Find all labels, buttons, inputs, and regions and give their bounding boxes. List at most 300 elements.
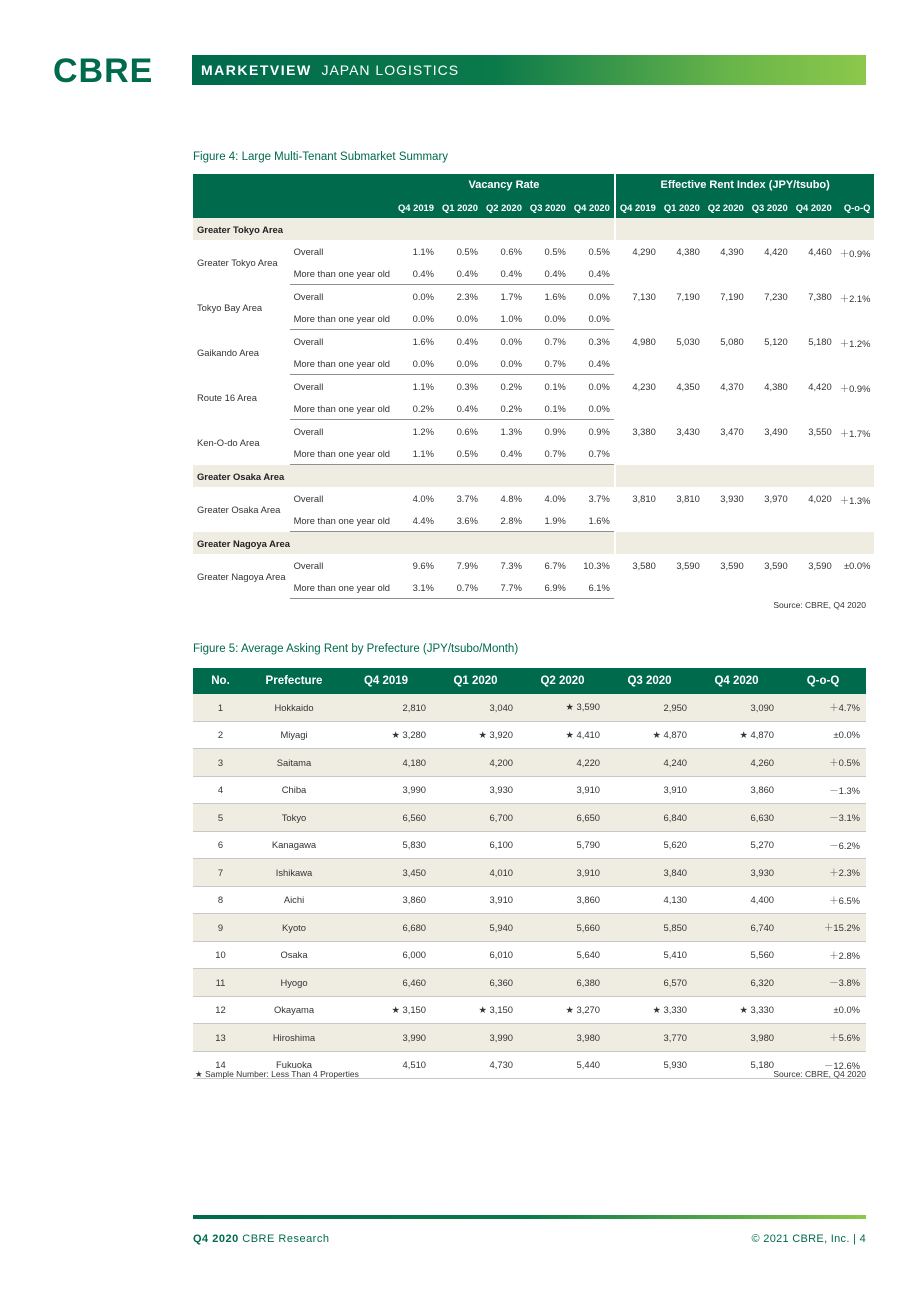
rent-value: 5,560 (693, 941, 780, 969)
row-number: 14 (193, 1051, 248, 1079)
row-number: 7 (193, 859, 248, 887)
rent-value: ＋6.5% (780, 886, 866, 914)
rent-value: 7,380 (808, 290, 832, 302)
figure4-source: Source: CBRE, Q4 2020 (773, 600, 866, 610)
area-row-overall (193, 240, 874, 262)
rent-value: 6,560 (340, 804, 432, 832)
rent-value: 4,350 (676, 380, 700, 392)
rent-value: 4,260 (693, 749, 780, 777)
rent-value: 3,580 (615, 554, 660, 599)
col-header: Q4 2019 (340, 668, 432, 694)
rent-value: 3,770 (606, 1024, 693, 1052)
row-number: 12 (193, 996, 248, 1024)
rent-value: 4,010 (432, 859, 519, 887)
header-title: JAPAN LOGISTICS (321, 62, 460, 78)
area-row-overall (193, 330, 874, 353)
vacancy-col-header: Q2 2020 (482, 196, 526, 218)
vacancy-value: 0.7% (570, 442, 615, 465)
area-name: Tokyo Bay Area (197, 301, 263, 313)
vacancy-value: 0.0% (394, 352, 438, 375)
vacancy-value: 0.1% (526, 397, 570, 420)
rent-value: 3,860 (519, 886, 606, 914)
rent-value: ＋0.9% (839, 382, 871, 394)
rent-value: 4,380 (764, 380, 788, 392)
vacancy-value: 0.7% (544, 335, 566, 347)
prefecture-name: Fukuoka (248, 1051, 340, 1079)
rent-value: 3,380 (615, 420, 660, 465)
rent-value: 4,400 (693, 886, 780, 914)
vacancy-value: 0.4% (482, 442, 526, 465)
vacancy-value: 0.0% (570, 397, 615, 420)
rent-value: 4,390 (720, 246, 744, 257)
row-number: 6 (193, 831, 248, 859)
rent-value: 6,700 (432, 804, 519, 832)
vacancy-value: 0.0% (482, 352, 526, 375)
vacancy-value: 0.5% (544, 245, 566, 257)
rent-value: 5,080 (720, 335, 744, 347)
vacancy-value: 1.1% (412, 380, 434, 392)
rent-value: ★ 4,410 (519, 721, 606, 749)
rent-value: 4,240 (606, 749, 693, 777)
rent-value: －1.3% (780, 776, 866, 804)
vacancy-value: 0.9% (588, 425, 610, 437)
row-type-overall: Overall (293, 380, 324, 392)
rent-value: 4,420 (764, 246, 788, 257)
rent-value: 3,470 (720, 425, 744, 437)
row-type-overall: Overall (293, 290, 324, 302)
rent-value: 7,130 (615, 285, 660, 330)
col-header: Q4 2020 (693, 668, 780, 694)
rent-value: 4,460 (808, 246, 832, 257)
vacancy-value: 0.6% (456, 425, 478, 437)
rent-value: 3,430 (676, 425, 700, 437)
row-number: 10 (193, 941, 248, 969)
row-type-overall: Overall (293, 425, 324, 437)
rent-value: 3,910 (519, 859, 606, 887)
rent-col-header: Q4 2019 (615, 196, 660, 218)
vacancy-value: 0.0% (438, 307, 482, 330)
vacancy-value: 0.5% (438, 442, 482, 465)
prefecture-name: Saitama (248, 749, 340, 777)
vacancy-value: 1.2% (412, 425, 434, 437)
rent-value: 6,680 (340, 914, 432, 942)
rent-value: ＋0.5% (780, 749, 866, 777)
row-number: 3 (193, 749, 248, 777)
rent-value: 3,040 (432, 694, 519, 721)
vacancy-value: 0.7% (438, 576, 482, 599)
region-row (193, 465, 874, 488)
rent-value: ＋0.9% (839, 248, 871, 259)
area-name: Gaikando Area (197, 346, 260, 358)
vacancy-value: 4.0% (412, 492, 434, 504)
vacancy-value: 1.6% (544, 290, 566, 302)
rent-value: 4,180 (340, 749, 432, 777)
vacancy-value: 0.7% (526, 352, 570, 375)
vacancy-value: 1.6% (412, 335, 434, 347)
row-type-old: More than one year old (290, 262, 394, 285)
area-name: Greater Tokyo Area (197, 256, 278, 268)
vacancy-value: 3.7% (456, 492, 478, 504)
rent-value: 3,840 (606, 859, 693, 887)
rent-value: 3,590 (676, 560, 700, 571)
rent-value: 4,290 (615, 240, 660, 285)
vacancy-value: 3.6% (438, 509, 482, 532)
rent-value: 6,380 (519, 969, 606, 997)
area-row-overall (193, 285, 874, 308)
row-number: 5 (193, 804, 248, 832)
rent-value: 5,790 (519, 831, 606, 859)
rent-value: 3,490 (764, 425, 788, 437)
row-type-old: More than one year old (290, 397, 394, 420)
rent-value: 3,910 (432, 886, 519, 914)
rent-value: ★ 4,870 (693, 721, 780, 749)
rent-value: 6,460 (340, 969, 432, 997)
table-row (193, 996, 866, 1024)
footer-copyright: © 2021 CBRE, Inc. | 4 (751, 1233, 866, 1245)
rent-value: ＋15.2% (780, 914, 866, 942)
rent-value: 6,740 (693, 914, 780, 942)
rent-value: 5,120 (764, 335, 788, 347)
region-label: Greater Osaka Area (193, 465, 615, 488)
vacancy-value: 1.1% (394, 442, 438, 465)
header-bar (192, 55, 866, 85)
vacancy-value: 4.8% (500, 492, 522, 504)
area-name: Route 16 Area (197, 391, 257, 403)
rent-value: 6,320 (693, 969, 780, 997)
prefecture-name: Okayama (248, 996, 340, 1024)
vacancy-value: 0.7% (526, 442, 570, 465)
rent-value: 6,570 (606, 969, 693, 997)
vacancy-value: 1.6% (570, 509, 615, 532)
footer-quarter: Q4 2020 (193, 1233, 239, 1245)
vacancy-value: 0.4% (438, 262, 482, 285)
vacancy-value: 2.8% (482, 509, 526, 532)
column-header-row (193, 668, 866, 694)
prefecture-name: Ishikawa (248, 859, 340, 887)
rent-value: 3,450 (340, 859, 432, 887)
table-row (193, 1024, 866, 1052)
row-type-old: More than one year old (290, 307, 394, 330)
rent-value: 5,830 (340, 831, 432, 859)
prefecture-name: Hokkaido (248, 694, 340, 721)
rent-value: 3,860 (693, 776, 780, 804)
rent-value: 5,640 (519, 941, 606, 969)
rent-value: ＋2.3% (780, 859, 866, 887)
row-type-old: More than one year old (290, 576, 394, 599)
table-row (193, 859, 866, 887)
region-label: Greater Tokyo Area (193, 218, 615, 240)
rent-value: 5,660 (519, 914, 606, 942)
row-type-overall: Overall (293, 559, 324, 571)
rent-value: 4,200 (432, 749, 519, 777)
row-number: 1 (193, 694, 248, 721)
vacancy-value: 0.3% (588, 335, 610, 347)
rent-value: 6,840 (606, 804, 693, 832)
rent-value: 3,550 (808, 425, 832, 437)
rent-value: 3,910 (519, 776, 606, 804)
rent-col-header: Q-o-Q (836, 196, 875, 218)
region-row (193, 218, 874, 240)
rent-value: 3,860 (340, 886, 432, 914)
table-row (193, 941, 866, 969)
footer-bar (193, 1215, 866, 1219)
rent-value: 3,980 (519, 1024, 606, 1052)
rent-value: 5,030 (676, 335, 700, 347)
row-type-old: More than one year old (290, 509, 394, 532)
vacancy-value: 0.4% (482, 262, 526, 285)
row-number: 13 (193, 1024, 248, 1052)
rent-value: 3,930 (432, 776, 519, 804)
rent-value: 3,990 (340, 776, 432, 804)
vacancy-value: 1.9% (526, 509, 570, 532)
rent-value: 7,190 (720, 290, 744, 302)
rent-value: 3,090 (693, 694, 780, 721)
rent-value: 6,650 (519, 804, 606, 832)
rent-value: 7,230 (764, 290, 788, 302)
rent-value: －12.6% (780, 1051, 866, 1079)
vacancy-value: 1.0% (482, 307, 526, 330)
rent-value: ★ 3,270 (519, 996, 606, 1024)
vacancy-value: 0.5% (588, 245, 610, 257)
vacancy-value: 0.9% (544, 425, 566, 437)
rent-value: 5,270 (693, 831, 780, 859)
col-header: Prefecture (248, 668, 340, 694)
rent-value: 3,810 (676, 493, 700, 504)
prefecture-name: Tokyo (248, 804, 340, 832)
vacancy-value: 1.3% (500, 425, 522, 437)
row-number: 9 (193, 914, 248, 942)
vacancy-value: 3.7% (588, 492, 610, 504)
vacancy-value: 4.4% (394, 509, 438, 532)
vacancy-value: 1.7% (500, 290, 522, 302)
rent-value: 4,020 (808, 493, 832, 504)
rent-col-header: Q4 2020 (792, 196, 836, 218)
rent-value: －6.2% (780, 831, 866, 859)
vacancy-rate-header: Vacancy Rate (394, 174, 615, 196)
rent-value: 4,980 (615, 330, 660, 375)
vacancy-value: 0.6% (500, 245, 522, 257)
rent-value: ★ 3,330 (693, 996, 780, 1024)
vacancy-value: 4.0% (544, 492, 566, 504)
rent-value: 3,970 (764, 493, 788, 504)
prefecture-name: Kyoto (248, 914, 340, 942)
col-header: No. (193, 668, 248, 694)
vacancy-value: 0.4% (438, 397, 482, 420)
figure5-source: Source: CBRE, Q4 2020 (773, 1069, 866, 1079)
vacancy-value: 0.0% (500, 335, 522, 347)
rent-value: ±0.0% (780, 721, 866, 749)
rent-value: 2,810 (340, 694, 432, 721)
area-row-overall (193, 375, 874, 398)
rent-value: 5,940 (432, 914, 519, 942)
table-row (193, 749, 866, 777)
vacancy-value: 3.1% (394, 576, 438, 599)
vacancy-value: 6.1% (570, 576, 615, 599)
vacancy-value: 0.2% (482, 397, 526, 420)
vacancy-col-header: Q3 2020 (526, 196, 570, 218)
region-label: Greater Nagoya Area (193, 532, 615, 555)
rent-value: ±0.0% (780, 996, 866, 1024)
vacancy-value: 7.9% (456, 559, 478, 571)
asking-rent-table (193, 668, 866, 1079)
row-type-overall: Overall (293, 492, 324, 504)
table-row (193, 804, 866, 832)
rent-value: ★ 3,150 (432, 996, 519, 1024)
vacancy-value: 10.3% (583, 559, 610, 571)
area-row-overall (193, 554, 874, 576)
row-type-old: More than one year old (290, 352, 394, 375)
rent-value: 5,850 (606, 914, 693, 942)
rent-value: 3,980 (693, 1024, 780, 1052)
rent-value: －3.8% (780, 969, 866, 997)
col-header: Q-o-Q (780, 668, 866, 694)
vacancy-value: 9.6% (412, 559, 434, 571)
rent-value: 6,000 (340, 941, 432, 969)
vacancy-value: 7.7% (482, 576, 526, 599)
rent-col-header: Q3 2020 (748, 196, 792, 218)
submarket-summary-table (193, 174, 874, 599)
rent-value: 6,010 (432, 941, 519, 969)
vacancy-value: 0.4% (456, 335, 478, 347)
area-name: Ken-O-do Area (197, 436, 260, 448)
rent-value: 3,990 (432, 1024, 519, 1052)
rent-value: 6,630 (693, 804, 780, 832)
area-row-overall (193, 420, 874, 443)
rent-value: 5,180 (693, 1051, 780, 1079)
rent-value: ＋2.1% (839, 292, 871, 304)
rent-col-header: Q2 2020 (704, 196, 748, 218)
vacancy-value: 0.0% (412, 290, 434, 302)
rent-value: 3,590 (808, 560, 832, 571)
vacancy-value: 0.4% (394, 262, 438, 285)
rent-col-header: Q1 2020 (660, 196, 704, 218)
rent-value: 3,590 (720, 560, 744, 571)
row-number: 4 (193, 776, 248, 804)
rent-value: ＋1.7% (839, 427, 871, 439)
table-row (193, 776, 866, 804)
rent-value: 4,510 (340, 1051, 432, 1079)
rent-value: 3,990 (340, 1024, 432, 1052)
region-blank (615, 218, 875, 240)
prefecture-name: Miyagi (248, 721, 340, 749)
vacancy-value: 0.0% (394, 307, 438, 330)
rent-value: －3.1% (780, 804, 866, 832)
vacancy-value: 0.0% (588, 380, 610, 392)
prefecture-name: Hyogo (248, 969, 340, 997)
col-header: Q2 2020 (519, 668, 606, 694)
rent-value: 4,130 (606, 886, 693, 914)
rent-value: ★ 3,920 (432, 721, 519, 749)
rent-value: ★ 3,280 (340, 721, 432, 749)
vacancy-value: 0.0% (526, 307, 570, 330)
vacancy-value: 0.4% (526, 262, 570, 285)
rent-value: 5,410 (606, 941, 693, 969)
prefecture-name: Kanagawa (248, 831, 340, 859)
rent-value: ＋5.6% (780, 1024, 866, 1052)
header-product: MARKETVIEW (201, 62, 312, 78)
rent-value: ±0.0% (843, 560, 871, 571)
vacancy-value: 1.1% (412, 245, 434, 257)
rent-value: 3,810 (615, 487, 660, 532)
vacancy-col-header: Q4 2019 (394, 196, 438, 218)
vacancy-value: 7.3% (500, 559, 522, 571)
prefecture-name: Hiroshima (248, 1024, 340, 1052)
col-header: Q3 2020 (606, 668, 693, 694)
table-row (193, 914, 866, 942)
table-row (193, 969, 866, 997)
table-row (193, 886, 866, 914)
vacancy-value: 0.4% (570, 352, 615, 375)
vacancy-col-header: Q4 2020 (570, 196, 615, 218)
rent-index-header: Effective Rent Index (JPY/tsubo) (615, 174, 875, 196)
rent-value: 6,360 (432, 969, 519, 997)
vacancy-value: 0.2% (500, 380, 522, 392)
footer-left (193, 1233, 329, 1245)
col-header: Q1 2020 (432, 668, 519, 694)
vacancy-value: 6.9% (526, 576, 570, 599)
row-number: 8 (193, 886, 248, 914)
rent-value: 5,620 (606, 831, 693, 859)
rent-value: 3,930 (720, 493, 744, 504)
rent-value: 4,420 (808, 380, 832, 392)
rent-value: 5,440 (519, 1051, 606, 1079)
rent-value: 7,190 (676, 290, 700, 302)
prefecture-name: Osaka (248, 941, 340, 969)
rent-value: 4,380 (676, 246, 700, 257)
table-row (193, 694, 866, 721)
rent-value: ＋1.3% (839, 495, 871, 506)
rent-value: 3,930 (693, 859, 780, 887)
vacancy-value: 0.4% (570, 262, 615, 285)
rent-value: 5,180 (808, 335, 832, 347)
row-number: 2 (193, 721, 248, 749)
vacancy-value: 0.0% (438, 352, 482, 375)
vacancy-value: 0.3% (456, 380, 478, 392)
prefecture-name: Aichi (248, 886, 340, 914)
rent-value: 3,910 (606, 776, 693, 804)
rent-value: 4,220 (519, 749, 606, 777)
rent-value: 5,930 (606, 1051, 693, 1079)
rent-value: 6,100 (432, 831, 519, 859)
vacancy-value: 0.0% (570, 307, 615, 330)
rent-value: 3,590 (764, 560, 788, 571)
region-blank (615, 532, 875, 555)
footer-research: CBRE Research (242, 1233, 330, 1245)
rent-value: ＋4.7% (780, 694, 866, 721)
row-type-overall: Overall (293, 245, 324, 257)
sample-note: ★ Sample Number: Less Than 4 Properties (195, 1069, 359, 1079)
vacancy-value: 0.5% (456, 245, 478, 257)
vacancy-col-header: Q1 2020 (438, 196, 482, 218)
row-number: 11 (193, 969, 248, 997)
area-row-overall (193, 487, 874, 509)
rent-value: 4,370 (720, 380, 744, 392)
vacancy-value: 0.1% (544, 380, 566, 392)
vacancy-value: 0.2% (394, 397, 438, 420)
rent-value: ＋2.8% (780, 941, 866, 969)
rent-value: ★ 4,870 (606, 721, 693, 749)
vacancy-value: 6.7% (544, 559, 566, 571)
vacancy-value: 2.3% (456, 290, 478, 302)
region-blank (615, 465, 875, 488)
rent-value: ★ 3,590 (519, 694, 606, 721)
figure5-title: Figure 5: Average Asking Rent by Prefecture (JPY/tsubo/Month) (193, 643, 519, 655)
figure4-title: Figure 4: Large Multi-Tenant Submarket Summary (193, 151, 449, 163)
area-name: Greater Nagoya Area (197, 570, 286, 582)
rent-value: ★ 3,330 (606, 996, 693, 1024)
prefecture-name: Chiba (248, 776, 340, 804)
vacancy-value: 0.0% (588, 290, 610, 302)
